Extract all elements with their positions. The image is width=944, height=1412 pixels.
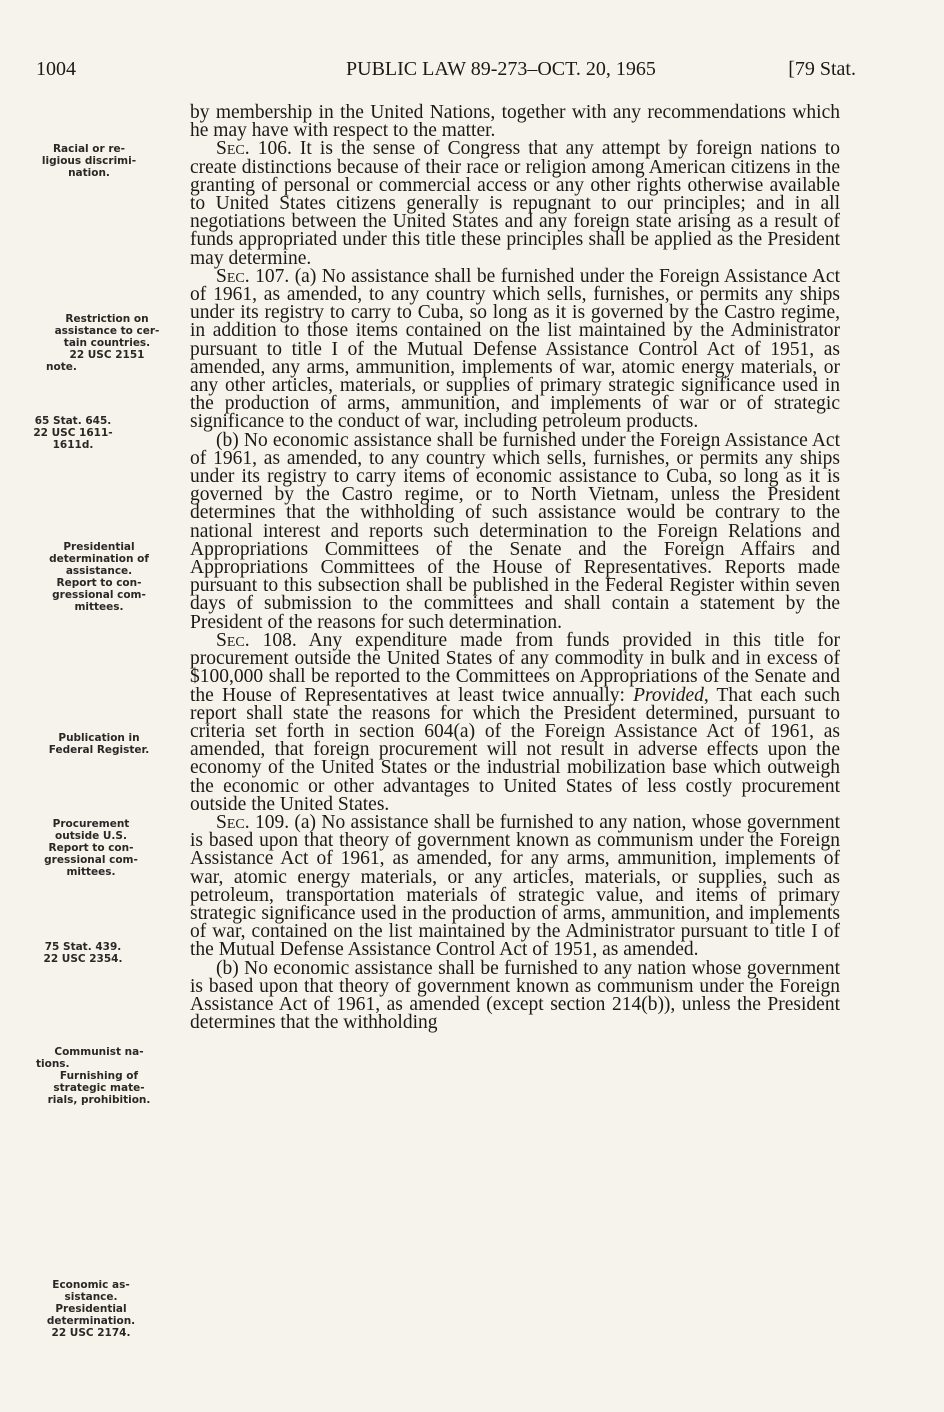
provided-term: Provided: [633, 684, 704, 706]
section-label: Sec. 107.: [216, 265, 290, 287]
margin-note-line: Presidential: [55, 1303, 127, 1315]
body-text: [190, 104, 840, 1032]
margin-note-line: gressional com-: [52, 589, 146, 601]
margin-note-line: determination of: [49, 553, 149, 565]
margin-note-communist: [30, 1046, 168, 1106]
margin-note-stat-645: [4, 415, 142, 451]
paragraph-continuation: by membership in the United Nations, together with any recommendations which he may have with respect to the matter.: [190, 102, 840, 142]
margin-note-racial: [20, 143, 158, 179]
section-text: It is the sense of Congress that any attempt by foreign nations to create distinctions because of their race or religion among American citizens in the granting of personal or commercial access or any other rights otherwise available to United States citizens generally is repugnant to our principles; and in all negotiations between the United States and any foreign state arising as a result of funds appropriated under this title these principles shall be applied as the President may determine.: [190, 138, 840, 269]
margin-note-publication: [30, 732, 168, 756]
margin-note-stat-439: [14, 941, 152, 965]
margin-note-presidential-determination: [30, 541, 168, 613]
section-text: , That each such report shall state the reasons for which the President determined, pursuant to criteria set forth in section 604(a) of the Foreign Assistance Act of 1961, as amended, that foreign procurement will not result in adverse effects upon the economy of the United States or the industrial mobilization base which outweigh the economic or other advantages to United States of less costly procurement outside the United States.: [190, 684, 841, 815]
margin-note-line: 22 USC 2151: [69, 349, 145, 361]
margin-note-line: tain countries.: [63, 337, 151, 349]
section-106: [190, 140, 840, 267]
margin-note-line: outside U.S.: [55, 830, 127, 842]
margin-note-line: Presidential: [63, 541, 135, 553]
section-109a: [190, 811, 840, 961]
page-header: [0, 58, 944, 88]
section-label: Sec. 109.: [216, 811, 290, 833]
margin-note-line: assistance to cer-: [54, 325, 160, 337]
margin-note-line: Communist na-: [54, 1046, 144, 1058]
margin-note-line: 22 USC 2174.: [51, 1327, 131, 1339]
margin-note-line: Publication in: [58, 732, 140, 744]
margin-note-line: 22 USC 1611-: [33, 427, 113, 439]
margin-note-line: rials, prohibition.: [47, 1094, 151, 1106]
section-109b: (b) No economic assistance shall be furnished to any nation whose government is based upon that theory of government known as communism under the Foreign Assistance Act of 1961, as amended (except section 214(b)), unless the President determines that the withholding: [190, 957, 840, 1034]
section-text: Any expenditure made from funds provided in this title for procurement outside the United States of any commodity in bulk and in excess of $100,000 shall be reported to the Committees on Appropriations of the Senate and the House of Representatives at least twice annually:: [190, 629, 840, 706]
section-label: Sec. 106.: [216, 138, 292, 160]
margin-note-line: Furnishing of: [59, 1070, 139, 1082]
margin-note-line: 75 Stat. 439.: [44, 941, 122, 953]
section-label: Sec. 108.: [216, 629, 297, 651]
running-title: PUBLIC LAW 89-273–OCT. 20, 1965: [346, 58, 656, 80]
margin-note-line: note.: [46, 361, 77, 373]
margin-note-procurement: [22, 818, 160, 878]
margin-note-line: ligious discrimi-: [41, 155, 137, 167]
section-text: (a) No assistance shall be furnished to any nation, whose government is based upon that theory of government known as communism under the Foreign Assistance Act of 1961, as amended, for any arms, ammunition, implements of war, atomic energy materials, or any articles, materials, or supplies, such as petroleum, transportation materials of strategic value, and items of primary strategic significance used in the production of arms, ammunition, and implements of war, contained on the list maintained by the Administrator pursuant to title I of the Mutual Defense Assistance Control Act of 1951, as amended.: [190, 811, 840, 961]
margin-note-line: mittees.: [66, 866, 116, 878]
margin-note-line: sistance.: [64, 1291, 118, 1303]
section-107a: [190, 265, 840, 433]
margin-note-line: 22 USC 2354.: [43, 953, 123, 965]
margin-note-line: 65 Stat. 645.: [34, 415, 112, 427]
margin-note-line: Economic as-: [52, 1279, 130, 1291]
margin-note-line: 1611d.: [52, 439, 94, 451]
section-108: [190, 629, 841, 815]
volume-reference: [79 Stat.: [788, 58, 856, 80]
margin-note-line: assistance.: [65, 565, 133, 577]
margin-note-line: mittees.: [74, 601, 124, 613]
page-number: 1004: [36, 58, 76, 80]
margin-note-restriction: [38, 313, 176, 373]
section-107b: (b) No economic assistance shall be furnished under the Foreign Assistance Act of 1961, as amended, to any country which sells, furnishes, or permits any ships under its registry to carry items of economic assistance to Cuba, so long as it is governed by the Castro regime, or to North Vietnam, unless the President determines that the withholding of such assistance would be contrary to the national interest and reports such determination to the Foreign Relations and Appropriations Committees of the Senate and the Foreign Affairs and Appropriations Committees of the House of Representatives. Reports made pursuant to this subsection shall be published in the Federal Register within seven days of submission to the committees and shall contain a statement by the President of the reasons for such determination.: [190, 429, 840, 633]
margin-note-line: determination.: [46, 1315, 136, 1327]
margin-note-economic: [22, 1279, 160, 1339]
margin-note-line: Procurement: [52, 818, 130, 830]
margin-note-line: tions.: [36, 1058, 70, 1070]
margin-note-line: Racial or re-: [52, 143, 126, 155]
margin-note-line: Restriction on: [65, 313, 149, 325]
margin-note-line: nation.: [68, 167, 110, 179]
margin-note-line: strategic mate-: [53, 1082, 145, 1094]
margin-note-line: gressional com-: [44, 854, 138, 866]
margin-note-line: Report to con-: [56, 577, 142, 589]
margin-note-line: Federal Register.: [48, 744, 150, 756]
section-text: (a) No assistance shall be furnished under the Foreign Assistance Act of 1961, as amended, to any country which sells, furnishes, or permits any ships under its registry to carry to Cuba, so long as it is governed by the Castro regime, in addition to those items contained on the list maintained by the Administrator pursuant to title I of the Mutual Defense Assistance Control Act of 1951, as amended, any arms, ammunition, implements of war, atomic energy materials, or any other articles, materials, or supplies of primary strategic significance used in the production of arms, ammunition, and implements of war or of strategic significance to the conduct of war, including petroleum products.: [190, 265, 840, 433]
margin-note-line: Report to con-: [48, 842, 134, 854]
